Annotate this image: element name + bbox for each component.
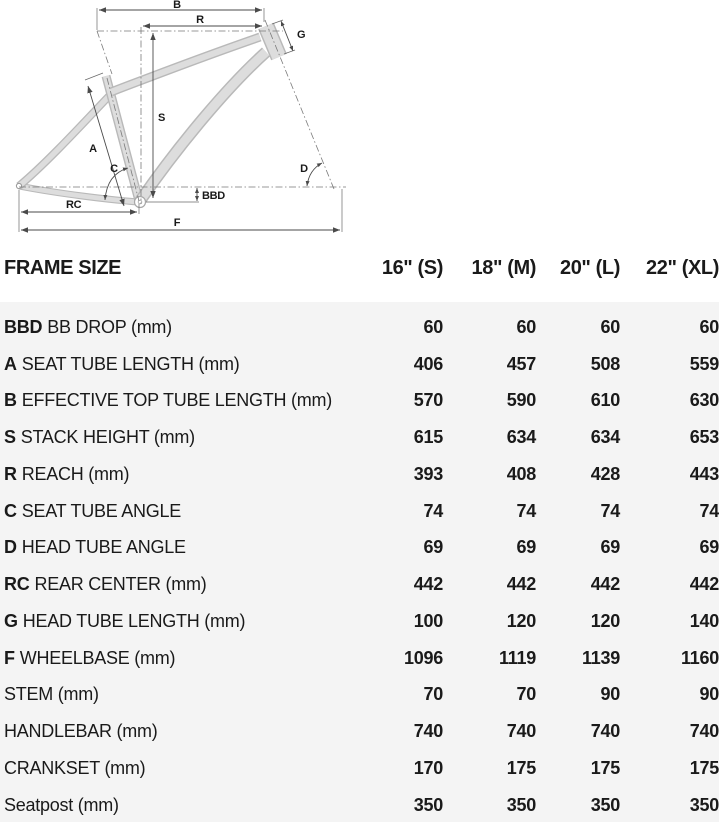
row-value: 120	[590, 610, 620, 631]
row-value: 1160	[680, 647, 719, 668]
row-text: STEM (mm)	[4, 684, 99, 705]
row-value: 140	[689, 610, 719, 631]
row-text: REAR CENTER (mm)	[34, 574, 207, 595]
table-row	[0, 309, 719, 346]
row-value: 350	[506, 794, 536, 815]
table-row	[0, 640, 719, 677]
dim-label-stack: S	[158, 112, 166, 124]
row-text: SEAT TUBE LENGTH (mm)	[21, 353, 240, 374]
row-value: 457	[506, 353, 536, 374]
row-value: 428	[590, 463, 620, 484]
row-key: A	[4, 353, 17, 374]
row-value: 170	[413, 757, 443, 778]
row-value: 634	[506, 427, 536, 448]
row-value: 100	[413, 610, 443, 631]
rear-dropout	[16, 183, 21, 188]
row-label	[0, 721, 366, 742]
row-value: 630	[689, 390, 719, 411]
row-value: 443	[689, 463, 719, 484]
row-value: 1139	[581, 647, 620, 668]
column-header: 20" (L)	[559, 256, 620, 279]
dim-label-top-tube: B	[173, 0, 181, 11]
row-key: D	[4, 537, 17, 558]
row-label	[0, 537, 366, 558]
row-value: 442	[689, 574, 719, 595]
row-text: HEAD TUBE ANGLE	[21, 537, 186, 558]
row-label	[0, 354, 366, 375]
reference-lines	[19, 20, 346, 204]
row-key: R	[4, 463, 17, 484]
row-value: 740	[506, 721, 536, 742]
row-text: WHEELBASE (mm)	[19, 647, 176, 668]
table-row	[0, 419, 719, 456]
row-value: 559	[689, 353, 719, 374]
row-value: 350	[590, 794, 620, 815]
row-key: BBD	[4, 316, 43, 337]
row-value: 590	[506, 390, 536, 411]
row-key: G	[4, 610, 18, 631]
row-value: 60	[699, 316, 719, 337]
row-value: 69	[600, 537, 620, 558]
row-value: 442	[413, 574, 443, 595]
table-row	[0, 456, 719, 493]
size-table	[0, 302, 719, 822]
row-text: SEAT TUBE ANGLE	[21, 500, 182, 521]
row-value: 175	[590, 757, 620, 778]
row-value: 175	[506, 757, 536, 778]
dim-label-seat-tube: A	[89, 143, 97, 155]
table-title: FRAME SIZE	[4, 256, 122, 279]
table-row	[0, 713, 719, 750]
dim-label-seat-angle: C	[110, 163, 118, 175]
column-header: 18" (M)	[471, 256, 536, 279]
row-value: 1096	[403, 647, 443, 668]
row-text: HEAD TUBE LENGTH (mm)	[22, 610, 246, 631]
row-key: B	[4, 390, 17, 411]
row-value: 570	[413, 390, 443, 411]
row-value: 69	[423, 537, 443, 558]
row-value: 69	[699, 537, 719, 558]
dim-label-reach: R	[196, 14, 204, 26]
row-value: 508	[590, 353, 620, 374]
frame-geometry-diagram	[0, 0, 723, 246]
table-row	[0, 346, 719, 383]
column-header: 16" (S)	[381, 256, 443, 279]
table-row	[0, 677, 719, 714]
row-value: 74	[699, 500, 719, 521]
row-value: 350	[413, 794, 443, 815]
row-value: 60	[423, 316, 443, 337]
row-value: 740	[590, 721, 620, 742]
row-label	[0, 464, 366, 485]
row-value: 393	[413, 463, 443, 484]
table-row	[0, 493, 719, 530]
row-value: 740	[413, 721, 443, 742]
row-key: RC	[4, 574, 30, 595]
bike-frame	[16, 26, 279, 208]
row-value: 90	[699, 684, 719, 705]
row-text: REACH (mm)	[21, 463, 130, 484]
table-row	[0, 566, 719, 603]
row-value: 1119	[498, 647, 536, 668]
row-label	[0, 611, 366, 632]
dim-label-bb-drop: BBD	[202, 190, 225, 202]
row-label	[0, 795, 366, 816]
table-header	[0, 250, 723, 286]
row-text: STACK HEIGHT (mm)	[20, 427, 195, 448]
row-text: CRANKSET (mm)	[4, 757, 146, 778]
row-key: S	[4, 427, 16, 448]
row-value: 442	[506, 574, 536, 595]
dim-label-head-tube: G	[297, 29, 306, 41]
row-value: 90	[600, 684, 620, 705]
row-value: 74	[600, 500, 620, 521]
row-label	[0, 758, 366, 779]
table-row	[0, 383, 719, 420]
row-label	[0, 317, 366, 338]
row-value: 69	[516, 537, 536, 558]
row-label	[0, 390, 366, 411]
row-text: Seatpost (mm)	[4, 794, 119, 815]
row-value: 408	[506, 463, 536, 484]
row-value: 120	[506, 610, 536, 631]
dim-label-wheelbase: F	[173, 217, 181, 229]
dim-label-head-angle: D	[300, 163, 308, 175]
row-value: 175	[689, 757, 719, 778]
dim-label-rear-center: RC	[66, 199, 82, 211]
row-label	[0, 501, 366, 522]
row-value: 74	[516, 500, 536, 521]
row-key: C	[4, 500, 17, 521]
row-value: 610	[590, 390, 620, 411]
bottom-bracket	[135, 197, 146, 208]
column-header: 22" (XL)	[646, 256, 719, 279]
row-value: 70	[516, 684, 536, 705]
row-value: 74	[423, 500, 443, 521]
row-value: 653	[689, 427, 719, 448]
table-row	[0, 530, 719, 567]
row-text: HANDLEBAR (mm)	[4, 721, 158, 742]
table-row	[0, 603, 719, 640]
row-text: BB DROP (mm)	[47, 316, 172, 337]
table-row	[0, 787, 719, 822]
row-value: 70	[423, 684, 443, 705]
row-label	[0, 684, 366, 705]
row-label	[0, 427, 366, 448]
row-value: 60	[516, 316, 536, 337]
row-value: 60	[600, 316, 620, 337]
row-value: 634	[590, 427, 620, 448]
row-value: 442	[590, 574, 620, 595]
row-value: 615	[413, 427, 443, 448]
row-value: 740	[689, 721, 719, 742]
row-text: EFFECTIVE TOP TUBE LENGTH (mm)	[21, 390, 332, 411]
row-value: 406	[413, 353, 443, 374]
row-value: 350	[689, 794, 719, 815]
row-key: F	[4, 647, 15, 668]
table-row	[0, 750, 719, 787]
row-label	[0, 574, 366, 595]
row-label	[0, 648, 366, 669]
